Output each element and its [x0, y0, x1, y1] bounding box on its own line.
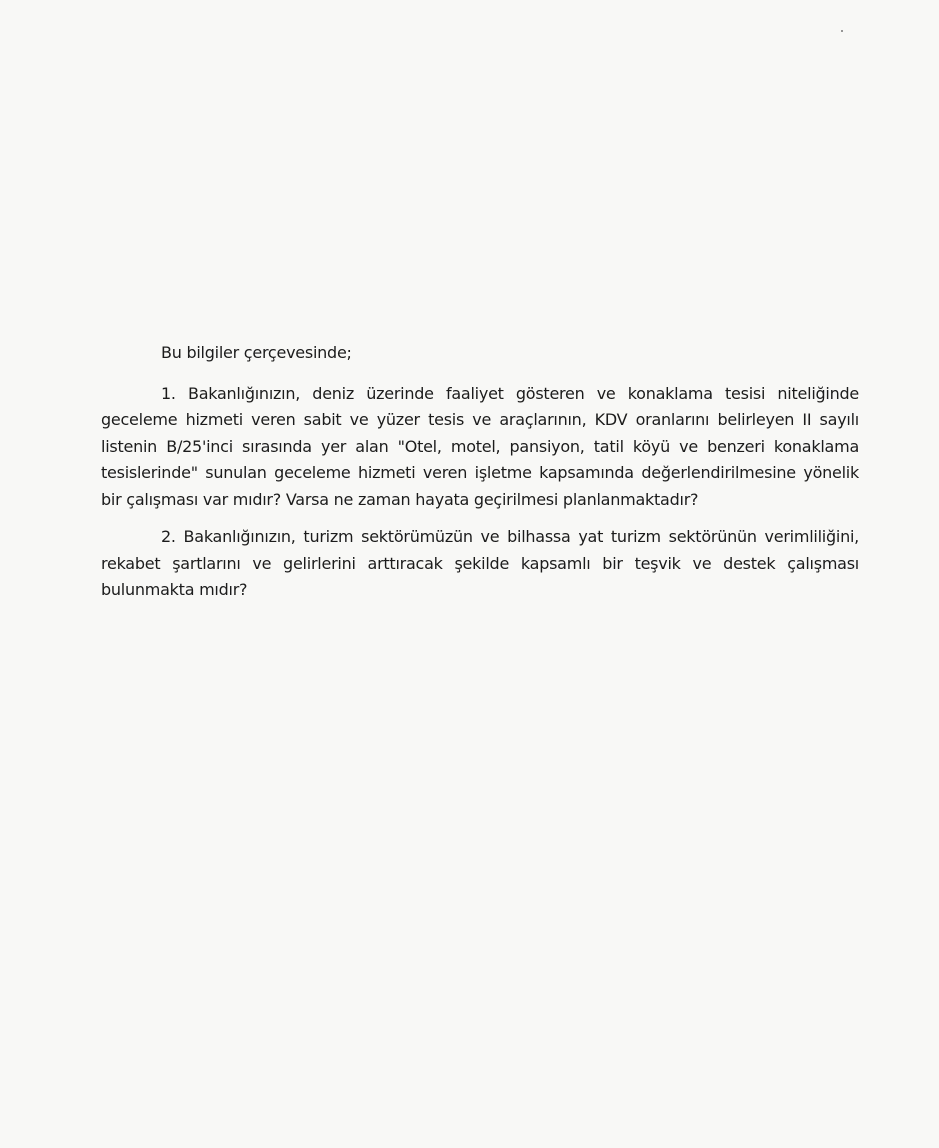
scan-mark	[841, 30, 843, 32]
document-body	[101, 340, 859, 604]
question-paragraph-1: 1. Bakanlığınızın, deniz üzerinde faaliyet gösteren ve konaklama tesisi niteliğinde geceleme hizmeti veren sabit ve yüzer tesis ve araçlarının, KDV oranlarını belirleyen II sayılı listenin B/25'inci sırasında yer alan "Otel, motel, pansiyon, tatil köyü ve benzeri konaklama tesislerinde" sunulan geceleme hizmeti veren işletme kapsamında değerlendirilmesine yönelik bir çalışması var mıdır? Varsa ne zaman hayata geçirilmesi planlanmaktadır?	[101, 383, 859, 509]
intro-line: Bu bilgiler çerçevesinde;	[161, 343, 352, 362]
question-paragraph-2: 2. Bakanlığınızın, turizm sektörümüzün ve bilhassa yat turizm sektörünün verimliliğini, rekabet şartlarını ve gelirlerini arttıracak şekilde kapsamlı bir teşvik ve destek çalışması bulunmakta mıdır?	[101, 527, 859, 599]
